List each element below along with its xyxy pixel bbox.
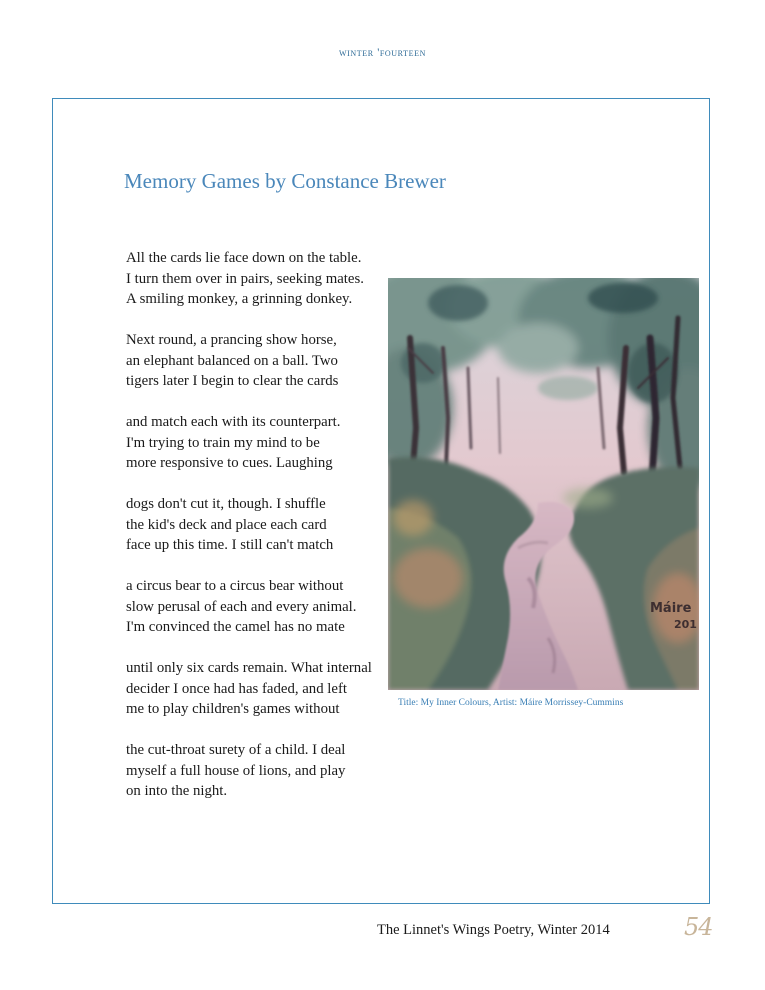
poem-line: I'm trying to train my mind to be xyxy=(126,434,320,451)
artist-signature-year: 201 xyxy=(674,618,697,631)
stanza xyxy=(126,658,372,720)
poem-line: slow perusal of each and every animal. xyxy=(126,598,357,615)
page-number: 54 xyxy=(684,913,713,941)
poem-line: myself a full house of lions, and play xyxy=(126,762,346,779)
poem-line: I'm convinced the camel has no mate xyxy=(126,619,345,635)
poem-line: I turn them over in pairs, seeking mates. xyxy=(126,270,364,287)
poem-body xyxy=(126,248,372,822)
poem-line: face up this time. I still can't match xyxy=(126,537,334,553)
poem-line: a circus bear to a circus bear without xyxy=(126,578,344,594)
poem-line: me to play children's games without xyxy=(126,701,340,717)
stanza xyxy=(126,248,372,310)
poem-line: an elephant balanced on a ball. Two xyxy=(126,352,338,369)
poem-line: dogs don't cut it, though. I shuffle xyxy=(126,496,326,512)
poem-line: decider I once had has faded, and left xyxy=(126,680,348,697)
stanza xyxy=(126,330,372,392)
artwork-caption: Title: My Inner Colours, Artist: Máire Morrissey-Cummins xyxy=(398,698,624,708)
poem-line: Next round, a prancing show horse, xyxy=(126,332,337,348)
watercolor-painting xyxy=(388,278,699,690)
poem-title: Memory Games by Constance Brewer xyxy=(124,169,446,193)
poem-line: the kid's deck and place each card xyxy=(126,516,327,533)
poem-line: until only six cards remain. What internal xyxy=(126,660,372,676)
stanza xyxy=(126,494,372,556)
stanza xyxy=(126,412,372,474)
poem-line: on into the night. xyxy=(126,783,228,799)
poem-line: and match each with its counterpart. xyxy=(126,414,341,430)
poem-line: A smiling monkey, a grinning donkey. xyxy=(126,291,353,307)
running-head: winter 'fourteen xyxy=(339,47,426,59)
poem-line: more responsive to cues. Laughing xyxy=(126,455,333,471)
artist-signature: Máire xyxy=(650,601,692,616)
poem-line: the cut-throat surety of a child. I deal xyxy=(126,742,346,758)
poem-line: All the cards lie face down on the table. xyxy=(126,250,362,266)
poem-line: tigers later I begin to clear the cards xyxy=(126,373,339,389)
stanza xyxy=(126,740,372,802)
stanza xyxy=(126,576,372,638)
footer-publication: The Linnet's Wings Poetry, Winter 2014 xyxy=(377,922,610,938)
